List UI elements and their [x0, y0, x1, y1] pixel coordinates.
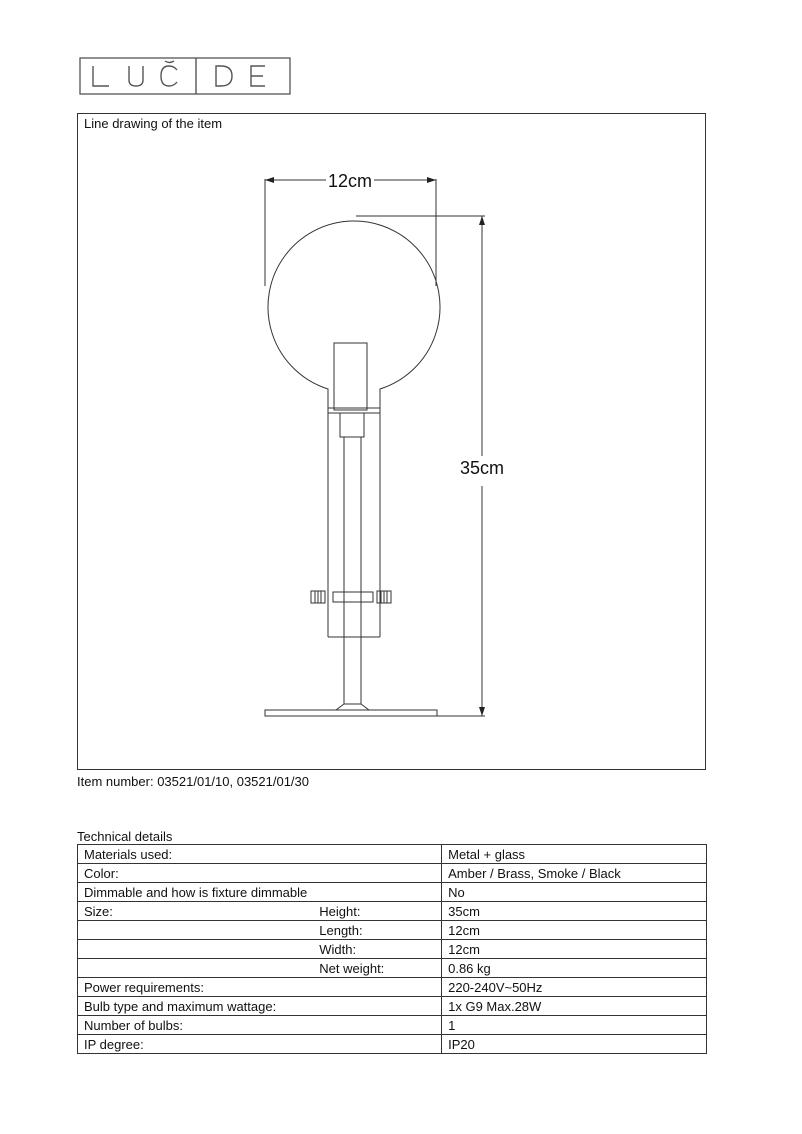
spec-sublabel [313, 1035, 441, 1054]
spec-sublabel [313, 883, 441, 902]
spec-row [78, 959, 707, 978]
spec-sublabel [313, 845, 441, 864]
width-dimension-label: 12cm [327, 171, 373, 191]
spec-label: Size: [78, 902, 314, 921]
spec-row [78, 978, 707, 997]
spec-label [78, 959, 314, 978]
spec-value: 12cm [442, 921, 707, 940]
spec-sublabel [313, 864, 441, 883]
item-number: Item number: 03521/01/10, 03521/01/30 [77, 774, 310, 789]
spec-sublabel: Length: [313, 921, 441, 940]
spec-sublabel [313, 1016, 441, 1035]
spec-label: Materials used: [78, 845, 314, 864]
spec-label: IP degree: [78, 1035, 314, 1054]
spec-label: Number of bulbs: [78, 1016, 314, 1035]
drawing-caption: Line drawing of the item [84, 116, 223, 131]
spec-sublabel [313, 978, 441, 997]
spec-row [78, 883, 707, 902]
spec-label [78, 921, 314, 940]
spec-row [78, 902, 707, 921]
spec-row [78, 940, 707, 959]
lucide-logo [79, 57, 291, 95]
spec-value: 35cm [442, 902, 707, 921]
spec-row [78, 864, 707, 883]
spec-label: Bulb type and maximum wattage: [78, 997, 314, 1016]
spec-label: Dimmable and how is fixture dimmable [78, 883, 314, 902]
spec-value: 0.86 kg [442, 959, 707, 978]
spec-sublabel [313, 997, 441, 1016]
technical-details-table [77, 844, 707, 1054]
spec-sublabel: Width: [313, 940, 441, 959]
spec-value: Metal + glass [442, 845, 707, 864]
height-dimension-label: 35cm [459, 458, 505, 478]
spec-value: 12cm [442, 940, 707, 959]
spec-value: No [442, 883, 707, 902]
spec-value: 220-240V~50Hz [442, 978, 707, 997]
spec-sublabel: Height: [313, 902, 441, 921]
spec-row [78, 845, 707, 864]
spec-row [78, 921, 707, 940]
spec-label [78, 940, 314, 959]
spec-row [78, 997, 707, 1016]
spec-label: Color: [78, 864, 314, 883]
spec-row [78, 1016, 707, 1035]
spec-value: 1x G9 Max.28W [442, 997, 707, 1016]
spec-value: 1 [442, 1016, 707, 1035]
spec-value: Amber / Brass, Smoke / Black [442, 864, 707, 883]
line-drawing-panel [77, 113, 706, 770]
technical-details-heading: Technical details [77, 829, 173, 844]
spec-row [78, 1035, 707, 1054]
spec-value: IP20 [442, 1035, 707, 1054]
spec-sublabel: Net weight: [313, 959, 441, 978]
spec-label: Power requirements: [78, 978, 314, 997]
lamp-line-drawing [78, 114, 705, 769]
